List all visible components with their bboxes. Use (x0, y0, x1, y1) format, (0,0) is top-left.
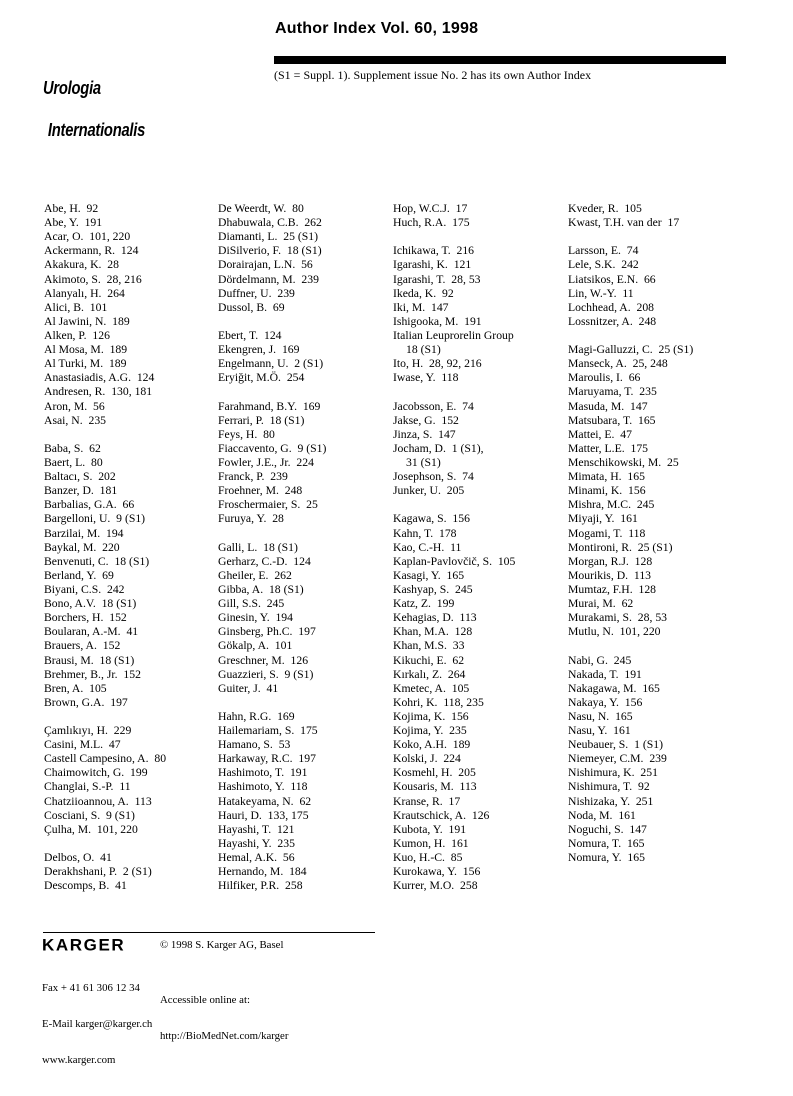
index-entry: Guiter, J. 41 (218, 681, 279, 695)
index-entry: Lin, W.-Y. 11 (568, 286, 634, 300)
index-entry: Çulha, M. 101, 220 (44, 822, 138, 836)
group-spacer (44, 428, 218, 442)
index-entry: Boularan, A.-M. 41 (44, 625, 139, 639)
index-entry: Hayashi, Y. 235 (218, 836, 295, 850)
index-entry: Brauers, A. 152 (44, 639, 121, 653)
index-entry: Josephson, S. 74 (393, 470, 474, 484)
index-entry: Alanyalı, H. 264 (44, 286, 125, 300)
index-entry: Dorairajan, L.N. 56 (218, 258, 313, 272)
index-entry: Niemeyer, C.M. 239 (568, 752, 667, 766)
index-entry: Hatakeyama, N. 62 (218, 794, 312, 808)
footer-rule (43, 932, 375, 933)
index-entry: Jakse, G. 152 (393, 413, 459, 427)
index-entry: Brehmer, B., Jr. 152 (44, 667, 141, 681)
index-entry: Morgan, R.J. 128 (568, 554, 653, 568)
index-entry: Al Mosa, M. 189 (44, 343, 128, 357)
index-entry: Kikuchi, E. 62 (393, 653, 465, 667)
index-entry: Cosciani, S. 9 (S1) (44, 808, 135, 822)
index-entry: Hernando, M. 184 (218, 865, 307, 879)
index-entry: Khan, M.A. 128 (393, 625, 473, 639)
index-entry: Nishimura, T. 92 (568, 780, 650, 794)
index-entry-continuation: 31 (S1) (406, 455, 441, 469)
index-entry: Guazzieri, S. 9 (S1) (218, 667, 314, 681)
index-column (218, 202, 393, 893)
index-entry: Jacobsson, E. 74 (393, 399, 474, 413)
index-entry: Fiaccavento, G. 9 (S1) (218, 441, 327, 455)
index-entry: Iki, M. 147 (393, 300, 449, 314)
index-entry: Kasagi, Y. 165 (393, 568, 465, 582)
index-entry: Hayashi, T. 121 (218, 822, 295, 836)
group-spacer (393, 385, 568, 399)
index-entry: Eryiğit, M.Ö. 254 (218, 371, 305, 385)
journal-logo-line2: Internationalis (47, 120, 146, 140)
online-access-label: Accessible online at: (160, 994, 250, 1006)
group-spacer (568, 230, 773, 244)
index-entry: Lossnitzer, A. 248 (568, 314, 657, 328)
index-entry: Koko, A.H. 189 (393, 738, 471, 752)
index-entry: Kranse, R. 17 (393, 794, 461, 808)
index-entry: Hauri, D. 133, 175 (218, 808, 309, 822)
index-entry: Maroulis, I. 66 (568, 371, 641, 385)
index-entry: Igarashi, K. 121 (393, 258, 472, 272)
index-entry: Katz, Z. 199 (393, 597, 455, 611)
index-entry: Noda, M. 161 (568, 808, 636, 822)
index-column (393, 202, 568, 893)
group-spacer (218, 696, 393, 710)
index-entry: De Weerdt, W. 80 (218, 202, 304, 215)
index-entry: Barzilai, M. 194 (44, 526, 124, 540)
index-entry: Mimata, H. 165 (568, 470, 645, 484)
index-entry: Neubauer, S. 1 (S1) (568, 738, 663, 752)
group-spacer (568, 329, 773, 343)
copyright-notice: © 1998 S. Karger AG, Basel (160, 939, 284, 951)
index-entry: Abe, Y. 191 (44, 216, 103, 230)
index-entry: Borchers, H. 152 (44, 611, 127, 625)
index-entry: Greschner, M. 126 (218, 653, 309, 667)
index-entry: Akakura, K. 28 (44, 258, 119, 272)
index-entry: Murakami, S. 28, 53 (568, 611, 668, 625)
index-entry: Çamlıkıyı, H. 229 (44, 724, 132, 738)
index-entry: Ichikawa, T. 216 (393, 244, 475, 258)
index-entry: Ferrari, P. 18 (S1) (218, 413, 305, 427)
index-entry: Abe, H. 92 (44, 202, 99, 215)
index-entry: Asai, N. 235 (44, 413, 107, 427)
index-entry: Aron, M. 56 (44, 399, 105, 413)
index-entry: Kwast, T.H. van der 17 (568, 216, 680, 230)
index-entry: Mishra, M.C. 245 (568, 498, 655, 512)
index-entry: Hashimoto, T. 191 (218, 766, 308, 780)
index-entry: Menschikowski, M. 25 (568, 455, 679, 469)
index-entry: Ekengren, J. 169 (218, 343, 300, 357)
index-entry: Nasu, Y. 161 (568, 724, 631, 738)
index-entry: Franck, P. 239 (218, 470, 288, 484)
index-entry: Krautschick, A. 126 (393, 808, 490, 822)
index-entry: Ebert, T. 124 (218, 328, 282, 342)
index-entry: Nasu, N. 165 (568, 709, 633, 723)
index-entry: Benvenuti, C. 18 (S1) (44, 554, 150, 568)
index-entry: Kehagias, D. 113 (393, 611, 477, 625)
index-entry: Ishigooka, M. 191 (393, 314, 482, 328)
index-entry: Baert, L. 80 (44, 455, 103, 469)
index-entry: Alken, P. 126 (44, 328, 110, 342)
journal-logo-line1: Urologia (43, 78, 101, 98)
index-entry: Hahn, R.G. 169 (218, 709, 295, 723)
index-entry: Feys, H. 80 (218, 427, 275, 441)
group-spacer (218, 385, 393, 399)
index-entry: Brown, G.A. 197 (44, 695, 128, 709)
online-access-note (160, 970, 288, 1066)
index-entry: Nabi, G. 245 (568, 653, 632, 667)
index-entry: Bono, A.V. 18 (S1) (44, 597, 137, 611)
index-entry: Fowler, J.E., Jr. 224 (218, 455, 314, 469)
index-entry: Kohri, K. 118, 235 (393, 695, 484, 709)
index-entry: Ito, H. 28, 92, 216 (393, 357, 482, 371)
index-entry: Harkaway, R.C. 197 (218, 752, 316, 766)
index-entry: Montironi, R. 25 (S1) (568, 540, 673, 554)
index-entry: Hamano, S. 53 (218, 738, 291, 752)
index-entry: Kırkalı, Z. 264 (393, 667, 466, 681)
index-entry: Gill, S.S. 245 (218, 597, 285, 611)
index-entry: Kosmehl, H. 205 (393, 766, 476, 780)
index-entry: Casini, M.L. 47 (44, 738, 121, 752)
index-entry: Biyani, C.S. 242 (44, 582, 125, 596)
index-entry: Kurrer, M.O. 258 (393, 879, 478, 893)
index-entry: Gheiler, E. 262 (218, 568, 292, 582)
group-spacer (568, 639, 773, 653)
index-entry: Al Jawini, N. 189 (44, 314, 130, 328)
index-entry: Bargelloni, U. 9 (S1) (44, 512, 146, 526)
index-entry: Brausi, M. 18 (S1) (44, 653, 135, 667)
publisher-fax: Fax + 41 61 306 12 34 (42, 982, 140, 994)
index-entry: Ginesin, Y. 194 (218, 611, 293, 625)
group-spacer (393, 498, 568, 512)
index-entry: Nakada, T. 191 (568, 667, 642, 681)
index-entry: Jinza, S. 147 (393, 427, 456, 441)
index-entry: Nomura, Y. 165 (568, 851, 645, 865)
index-entry: Kao, C.-H. 11 (393, 540, 462, 554)
index-entry: Miyaji, Y. 161 (568, 512, 638, 526)
index-entry: Lele, S.K. 242 (568, 258, 639, 272)
index-entry: Kumon, H. 161 (393, 836, 469, 850)
index-entry: Nakaya, Y. 156 (568, 695, 643, 709)
group-spacer (393, 230, 568, 244)
index-entry: Acar, O. 101, 220 (44, 230, 131, 244)
index-entry: Chaimowitch, G. 199 (44, 766, 148, 780)
index-entry: Delbos, O. 41 (44, 851, 112, 865)
index-entry: Kojima, K. 156 (393, 709, 469, 723)
index-column (44, 202, 218, 893)
index-column (568, 202, 773, 893)
index-entry: Lochhead, A. 208 (568, 300, 655, 314)
index-entry: Magi-Galluzzi, C. 25 (S1) (568, 343, 694, 357)
index-entry: Al Turki, M. 189 (44, 357, 127, 371)
group-spacer (218, 315, 393, 329)
index-entry: Duffner, U. 239 (218, 286, 295, 300)
index-entry: Matsubara, T. 165 (568, 413, 656, 427)
index-entry: Berland, Y. 69 (44, 568, 114, 582)
index-entry: Iwase, Y. 118 (393, 371, 459, 385)
index-entry: Mutlu, N. 101, 220 (568, 625, 661, 639)
index-entry: Froehner, M. 248 (218, 484, 303, 498)
index-entry: Bren, A. 105 (44, 681, 107, 695)
index-entry: Nakagawa, M. 165 (568, 681, 660, 695)
index-entry: Gökalp, A. 101 (218, 639, 293, 653)
index-entry: Mourikis, D. 113 (568, 568, 652, 582)
index-entry: Furuya, Y. 28 (218, 512, 284, 526)
index-entry: Ginsberg, Ph.C. 197 (218, 625, 316, 639)
index-entry: Masuda, M. 147 (568, 399, 648, 413)
group-spacer (44, 837, 218, 851)
index-entry: Minami, K. 156 (568, 484, 646, 498)
index-entry: Alici, B. 101 (44, 300, 108, 314)
index-entry: Castell Campesino, A. 80 (44, 752, 167, 766)
index-entry: Barbalias, G.A. 66 (44, 498, 135, 512)
index-entry: Baykal, M. 220 (44, 540, 120, 554)
index-columns (44, 202, 773, 893)
index-entry: Kveder, R. 105 (568, 202, 642, 215)
index-entry: Noguchi, S. 147 (568, 822, 647, 836)
index-entry: Anastasiadis, A.G. 124 (44, 371, 155, 385)
index-entry: Khan, M.S. 33 (393, 639, 465, 653)
group-spacer (44, 710, 218, 724)
index-entry: Dussol, B. 69 (218, 300, 285, 314)
index-entry: Mattei, E. 47 (568, 427, 632, 441)
index-entry: Italian Leuprorelin Group (393, 328, 514, 342)
publisher-website: www.karger.com (42, 1054, 116, 1066)
index-entry-continuation: 18 (S1) (406, 343, 441, 357)
index-entry: Huch, R.A. 175 (393, 216, 470, 230)
index-entry: Akimoto, S. 28, 216 (44, 272, 142, 286)
index-entry: Gerharz, C.-D. 124 (218, 554, 311, 568)
index-entry: Gibba, A. 18 (S1) (218, 582, 304, 596)
index-entry: Kahn, T. 178 (393, 526, 457, 540)
index-entry: Chatziioannou, A. 113 (44, 794, 152, 808)
index-entry: Hop, W.C.J. 17 (393, 202, 468, 215)
index-entry: Kurokawa, Y. 156 (393, 865, 481, 879)
index-entry: Liatsikos, E.N. 66 (568, 272, 656, 286)
index-entry: Changlai, S.-P. 11 (44, 780, 131, 794)
index-entry: Murai, M. 62 (568, 597, 634, 611)
index-entry: Hashimoto, Y. 118 (218, 780, 308, 794)
index-entry: Nomura, T. 165 (568, 836, 645, 850)
index-entry: Galli, L. 18 (S1) (218, 540, 298, 554)
online-access-url: http://BioMedNet.com/karger (160, 1030, 289, 1042)
index-entry: Kousaris, M. 113 (393, 780, 477, 794)
index-entry: Froschermaier, S. 25 (218, 498, 318, 512)
index-entry: Hilfiker, P.R. 258 (218, 879, 303, 893)
index-entry: Hemal, A.K. 56 (218, 851, 295, 865)
index-entry: Mogami, T. 118 (568, 526, 646, 540)
index-entry: Kuo, H.-C. 85 (393, 851, 463, 865)
index-entry: Engelmann, U. 2 (S1) (218, 357, 324, 371)
index-entry: Diamanti, L. 25 (S1) (218, 230, 318, 244)
publisher-logo: KARGER (42, 936, 126, 955)
index-entry: Igarashi, T. 28, 53 (393, 272, 481, 286)
index-entry: Andresen, R. 130, 181 (44, 385, 153, 399)
index-entry: Hailemariam, S. 175 (218, 724, 318, 738)
index-entry: Farahmand, B.Y. 169 (218, 399, 321, 413)
index-entry: Larsson, E. 74 (568, 244, 639, 258)
index-entry: Maruyama, T. 235 (568, 385, 657, 399)
index-entry: Kashyap, S. 245 (393, 582, 473, 596)
index-entry: Manseck, A. 25, 248 (568, 357, 668, 371)
index-entry: Banzer, D. 181 (44, 484, 118, 498)
index-entry: Junker, U. 205 (393, 484, 465, 498)
index-entry: Descomps, B. 41 (44, 879, 127, 893)
index-entry: DiSilverio, F. 18 (S1) (218, 244, 322, 258)
index-entry: Kagawa, S. 156 (393, 512, 470, 526)
supplement-note: (S1 = Suppl. 1). Supplement issue No. 2 has its own Author Index (274, 68, 592, 82)
index-entry: Baltacı, S. 202 (44, 470, 116, 484)
index-entry: Kubota, Y. 191 (393, 822, 467, 836)
index-entry: Jocham, D. 1 (S1), (393, 441, 484, 455)
header-rule-bar (274, 56, 726, 64)
index-entry: Kmetec, A. 105 (393, 681, 470, 695)
index-entry: Dördelmann, M. 239 (218, 272, 319, 286)
index-entry: Kolski, J. 224 (393, 752, 461, 766)
index-entry: Kaplan-Pavlovčič, S. 105 (393, 554, 516, 568)
index-entry: Nishimura, K. 251 (568, 766, 658, 780)
index-entry: Dhabuwala, C.B. 262 (218, 216, 322, 230)
group-spacer (218, 527, 393, 541)
index-entry: Ikeda, K. 92 (393, 286, 454, 300)
index-entry: Derakhshani, P. 2 (S1) (44, 865, 152, 879)
journal-logo (43, 53, 168, 165)
index-entry: Matter, L.E. 175 (568, 441, 649, 455)
index-entry: Mumtaz, F.H. 128 (568, 582, 657, 596)
index-entry: Kojima, Y. 235 (393, 724, 467, 738)
index-entry: Ackermann, R. 124 (44, 244, 139, 258)
publisher-email: E-Mail karger@karger.ch (42, 1018, 153, 1030)
page-title: Author Index Vol. 60, 1998 (275, 20, 479, 37)
index-entry: Nishizaka, Y. 251 (568, 794, 654, 808)
index-entry: Baba, S. 62 (44, 441, 101, 455)
publisher-contact (42, 958, 152, 1090)
